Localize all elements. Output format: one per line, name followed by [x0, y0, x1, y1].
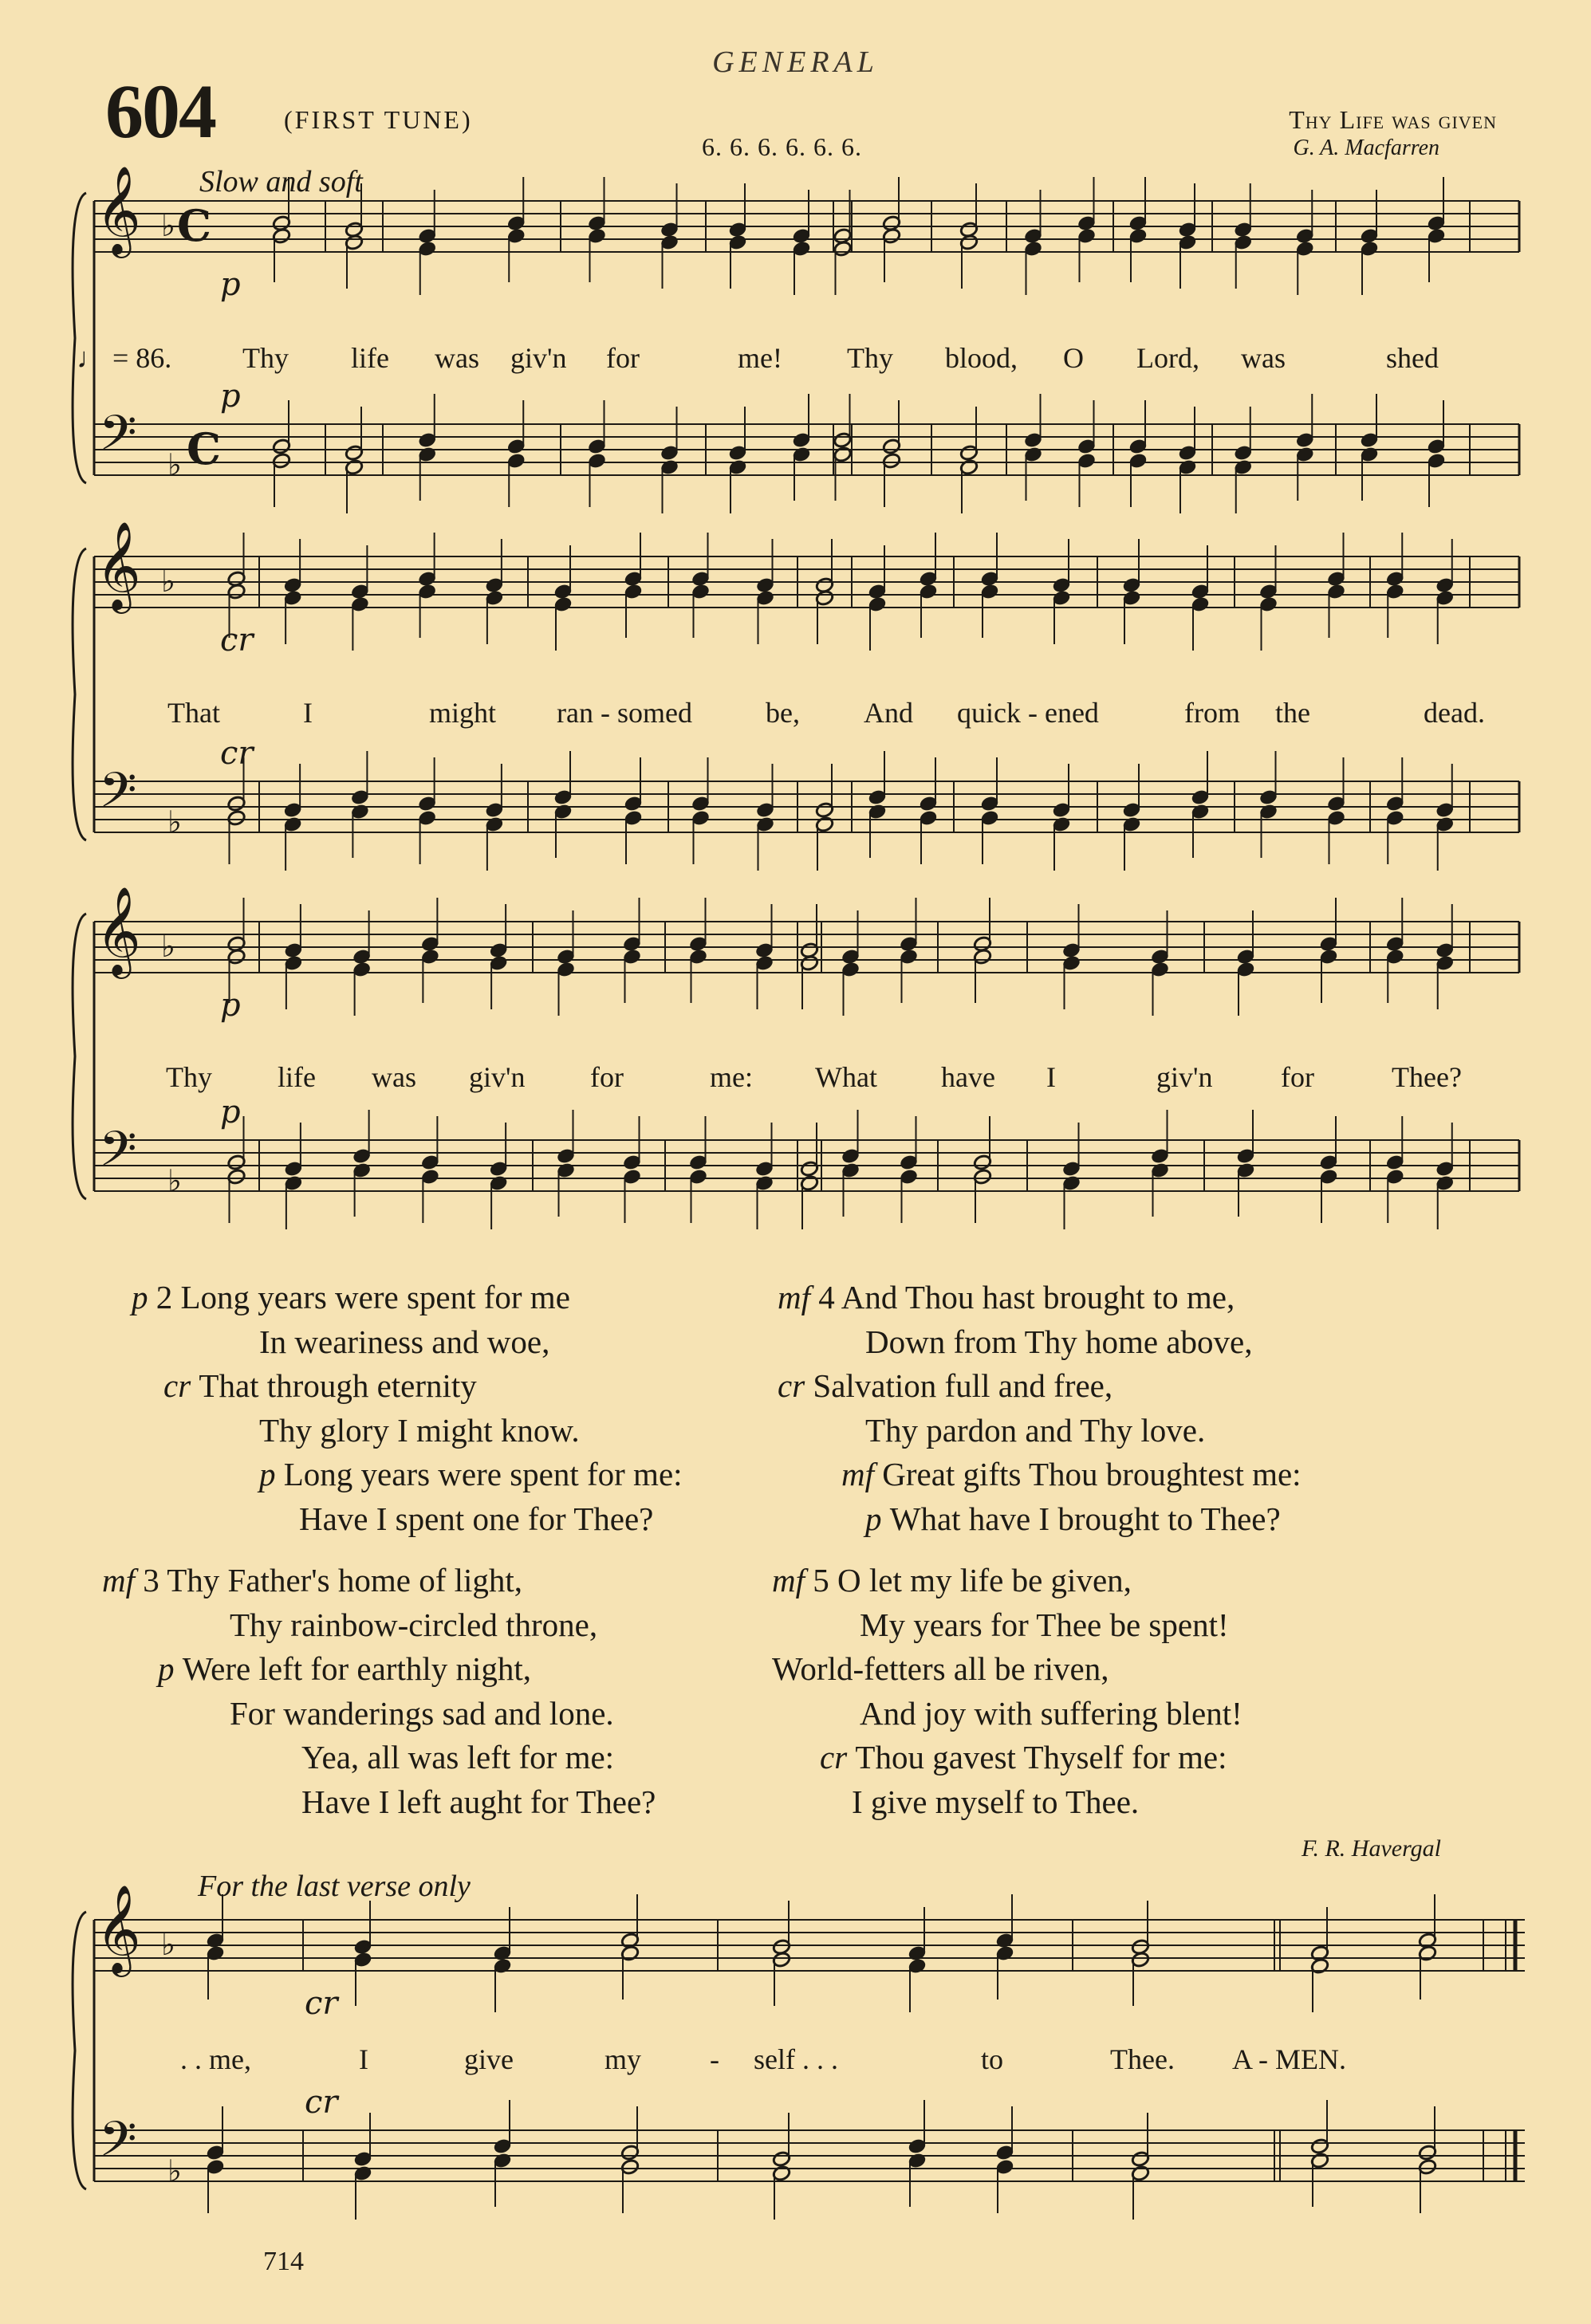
lyric-word: A - MEN.	[1232, 2043, 1346, 2075]
lyric-word: blood,	[945, 342, 1018, 374]
stanza-text: Thy glory I might know.	[259, 1411, 580, 1449]
system-brace	[73, 193, 86, 483]
lyric-word: for	[590, 1061, 624, 1093]
lyric-word: dead.	[1424, 697, 1485, 729]
lyric-word: was	[1241, 342, 1286, 374]
flat-icon: ♭	[167, 2153, 182, 2188]
dynamic-mark: mf	[778, 1279, 819, 1315]
lyric-word: I	[1046, 1061, 1056, 1093]
lyric-word: Thy	[166, 1061, 212, 1093]
dynamic-mark: cr	[163, 1367, 199, 1404]
lyric-word: Thy	[847, 342, 893, 374]
system-brace	[73, 1912, 86, 2189]
lyric-word: I	[359, 2043, 368, 2075]
dynamic-mark: mf	[102, 1562, 144, 1598]
stanza-line	[301, 1780, 722, 1825]
lyric-word: ran - somed	[557, 697, 692, 729]
page-number: 714	[263, 2247, 304, 2276]
lyric-word: for	[1281, 1061, 1314, 1093]
stanza-text: Have I left aught for Thee?	[301, 1783, 656, 1820]
stanza-line	[865, 1409, 1325, 1453]
lyric-word: That	[167, 697, 220, 729]
flat-icon: ♭	[167, 447, 182, 482]
stanza-line	[259, 1453, 698, 1497]
lyric-word: giv'n	[1156, 1061, 1213, 1093]
stanza-line	[778, 1364, 1238, 1409]
treble-clef-icon: 𝄞	[96, 886, 141, 975]
last-verse-label: For the last verse only	[198, 1870, 471, 1903]
stanza-text: Were left for earthly night,	[182, 1650, 532, 1687]
lyric-word: give	[464, 2043, 514, 2075]
dynamic-mark: mf	[772, 1562, 813, 1598]
lyric-word: was	[372, 1061, 416, 1093]
lyric-word: -	[710, 2043, 719, 2075]
lyric-word: Thy	[242, 342, 289, 374]
stanza-text: 2 Long years were spent for me	[156, 1279, 570, 1315]
hymn-number: 604	[105, 69, 215, 154]
dynamic-mark: cr	[778, 1367, 813, 1404]
stanza-line	[865, 1497, 1325, 1542]
lyric-word: was	[435, 342, 479, 374]
flat-icon: ♭	[161, 1927, 175, 1962]
stanza-line	[820, 1736, 1227, 1780]
lyric-word: life	[351, 342, 389, 374]
lyric-word: Lord,	[1136, 342, 1199, 374]
metronome-marking: ♩ = 86.	[77, 342, 172, 374]
stanza-line	[841, 1453, 1302, 1497]
stanza-line	[852, 1780, 1258, 1825]
common-time-icon: C	[187, 423, 221, 474]
dynamic-mark: cr	[820, 1739, 856, 1775]
lyric-word: to	[981, 2043, 1004, 2075]
lyric-word: self . . .	[754, 2043, 838, 2075]
system-brace	[73, 914, 86, 1199]
stanza-text: Thy pardon and Thy love.	[865, 1411, 1206, 1449]
flat-icon: ♭	[167, 804, 182, 840]
stanza-4	[778, 1276, 1302, 1541]
tune-label: (FIRST TUNE)	[284, 105, 473, 134]
stanza-text: Thy rainbow-circled throne,	[230, 1606, 598, 1643]
dynamic-mark: p	[220, 1094, 241, 1131]
stanza-line	[132, 1276, 570, 1320]
flat-icon: ♭	[161, 564, 175, 599]
lyric-word: shed	[1386, 342, 1439, 374]
dynamic-mark: p	[220, 987, 241, 1024]
treble-clef-icon: 𝄞	[96, 1884, 141, 1973]
tempo-marking: Slow and soft	[199, 165, 363, 199]
lyric-word: my	[605, 2043, 642, 2075]
lyric-word: me:	[710, 1061, 753, 1093]
author: F. R. Havergal	[1302, 1835, 1441, 1862]
stanza-text: My years for Thee be spent!	[860, 1606, 1229, 1643]
stanza-line	[230, 1603, 650, 1648]
dynamic-mark: p	[132, 1279, 156, 1315]
stanza-text: Great gifts Thou broughtest me:	[882, 1456, 1302, 1492]
dynamic-mark: p	[158, 1650, 183, 1687]
bass-clef-icon: 𝄢	[99, 762, 137, 831]
lyric-word: for	[606, 342, 640, 374]
stanza-line	[299, 1497, 738, 1542]
stanza-line	[772, 1647, 1179, 1692]
stanza-line	[158, 1647, 578, 1692]
stanza-line	[301, 1736, 722, 1780]
stanza-line	[860, 1692, 1266, 1736]
lyric-word: And	[864, 697, 913, 729]
composer: G. A. Macfarren	[1293, 136, 1439, 160]
stanza-text: I give myself to Thee.	[852, 1783, 1140, 1820]
treble-clef-icon: 𝄞	[96, 165, 141, 254]
flat-icon: ♭	[167, 1163, 182, 1198]
lyric-word: I	[303, 697, 313, 729]
dynamic-mark: cr	[220, 622, 254, 659]
stanza-text: And joy with suffering blent!	[860, 1694, 1242, 1732]
lyric-word: What	[815, 1061, 877, 1093]
lyric-word: be,	[766, 697, 800, 729]
dynamic-mark: p	[220, 266, 241, 303]
meter: 6. 6. 6. 6. 6. 6.	[702, 132, 862, 161]
lyric-word: giv'n	[510, 342, 567, 374]
stanza-text: 3 Thy Father's home of light,	[143, 1562, 523, 1598]
stanza-line	[230, 1692, 650, 1736]
flat-icon: ♭	[161, 208, 175, 243]
lyric-word: quick - ened	[957, 697, 1099, 729]
stanza-line	[865, 1320, 1325, 1365]
lyric-word: life	[278, 1061, 316, 1093]
stanza-text: Down from Thy home above,	[865, 1323, 1253, 1360]
stanza-text: For wanderings sad and lone.	[230, 1694, 614, 1732]
dynamic-mark: p	[220, 378, 241, 415]
lyric-word: Thee?	[1392, 1061, 1462, 1093]
stanza-text: Salvation full and free,	[813, 1367, 1113, 1404]
lyric-word: might	[429, 697, 497, 729]
stanza-line	[259, 1409, 698, 1453]
stanza-line	[772, 1559, 1179, 1603]
system-brace	[73, 549, 86, 840]
section-title: GENERAL	[712, 45, 879, 79]
stanza-2	[132, 1276, 683, 1541]
lyric-word: the	[1275, 697, 1310, 729]
stanza-3	[102, 1559, 656, 1824]
stanza-line	[259, 1320, 698, 1365]
treble-clef-icon: 𝄞	[96, 521, 141, 610]
dynamic-mark: cr	[220, 735, 254, 772]
stanza-line	[778, 1276, 1238, 1320]
stanza-text: Have I spent one for Thee?	[299, 1500, 654, 1537]
common-time-icon: C	[177, 200, 211, 251]
lyric-word: Thee.	[1110, 2043, 1175, 2075]
dynamic-mark: p	[865, 1500, 890, 1537]
stanza-text: World-fetters all be riven,	[772, 1650, 1109, 1687]
lyric-word: from	[1184, 697, 1240, 729]
stanza-text: Long years were spent for me:	[283, 1456, 683, 1492]
bass-clef-icon: 𝄢	[99, 2111, 137, 2180]
lyric-word: have	[941, 1061, 995, 1093]
dynamic-mark: cr	[305, 2084, 338, 2121]
lyric-word: me!	[738, 342, 782, 374]
stanza-text: What have I brought to Thee?	[889, 1500, 1281, 1537]
stanza-text: That through eternity	[199, 1367, 477, 1404]
stanza-text: Thou gavest Thyself for me:	[855, 1739, 1227, 1775]
stanza-line	[102, 1559, 522, 1603]
flat-icon: ♭	[161, 929, 175, 964]
stanza-text: In weariness and woe,	[259, 1323, 550, 1360]
stanza-text: Yea, all was left for me:	[301, 1739, 615, 1775]
stanza-5	[772, 1559, 1242, 1824]
dynamic-mark: mf	[841, 1456, 883, 1492]
stanza-text: 5 O let my life be given,	[813, 1562, 1132, 1598]
lyric-word: . . me,	[180, 2043, 251, 2075]
stanza-line	[163, 1364, 602, 1409]
dynamic-mark: p	[259, 1456, 284, 1492]
tune-name: Thy Life was given	[1289, 105, 1497, 134]
stanza-line	[860, 1603, 1266, 1648]
lyric-word: O	[1063, 342, 1084, 374]
dynamic-mark: cr	[305, 1985, 338, 2022]
bass-clef-icon: 𝄢	[99, 405, 137, 474]
stanza-text: 4 And Thou hast brought to me,	[818, 1279, 1235, 1315]
bass-clef-icon: 𝄢	[99, 1121, 137, 1190]
lyric-word: giv'n	[469, 1061, 526, 1093]
